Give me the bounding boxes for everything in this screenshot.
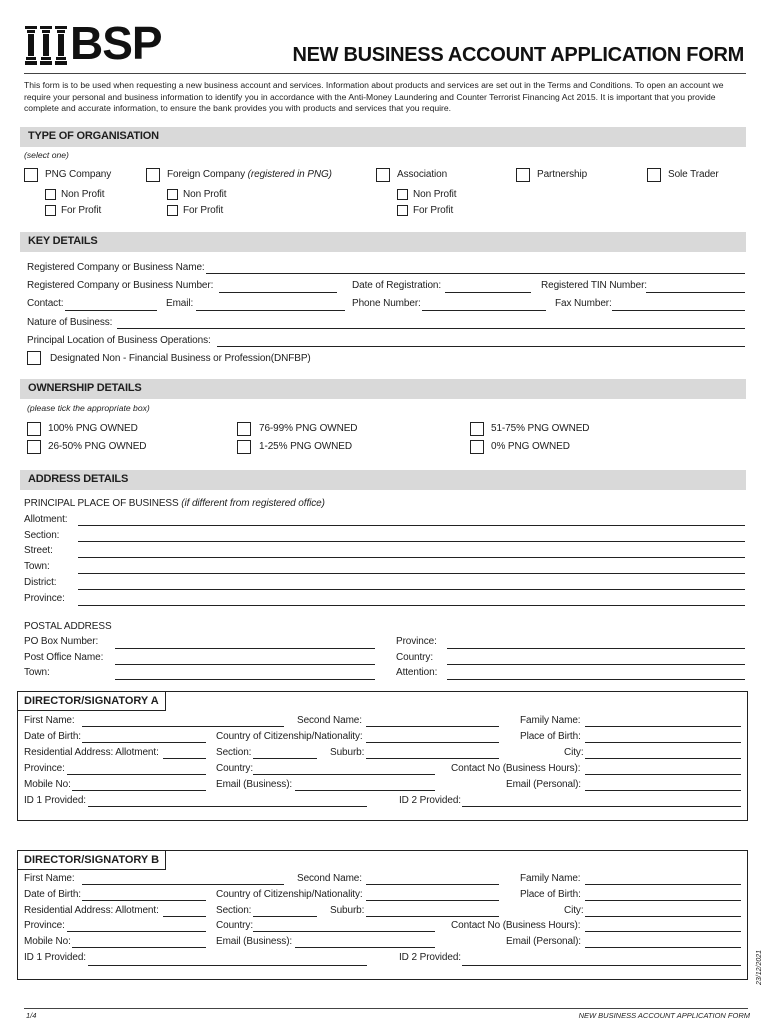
dir-a-email-per-field[interactable] <box>585 790 741 791</box>
foreign-company-checkbox[interactable] <box>146 168 160 182</box>
email-field[interactable] <box>196 310 345 311</box>
dir-a-res-label: Residential Address: Allotment: <box>24 747 159 758</box>
owned-76-99-label: 76-99% PNG OWNED <box>259 423 358 434</box>
postal-town-field[interactable] <box>115 679 375 680</box>
location-field[interactable] <box>217 346 745 347</box>
dir-a-first-label: First Name: <box>24 715 75 726</box>
district-label: District: <box>24 577 57 588</box>
allotment-label: Allotment: <box>24 514 68 525</box>
version-date: 23/12/2021 <box>756 949 763 985</box>
dir-a-mobile-label: Mobile No: <box>24 779 71 790</box>
dir-a-contact-label: Contact No (Business Hours): <box>451 763 581 774</box>
dir-b-section-label: Section: <box>216 905 252 916</box>
dir-a-id2-label: ID 2 Provided: <box>399 795 461 806</box>
dir-a-second-field[interactable] <box>366 726 499 727</box>
brand-name: BSP <box>70 17 162 69</box>
owned-1-25-label: 1-25% PNG OWNED <box>259 441 352 452</box>
section-title: OWNERSHIP DETAILS <box>28 382 142 394</box>
png-for-profit-checkbox[interactable] <box>45 205 56 216</box>
dir-b-res-label: Residential Address: Allotment: <box>24 905 159 916</box>
dir-a-citizenship-label: Country of Citizenship/Nationality: <box>216 731 363 742</box>
street-label: Street: <box>24 545 53 556</box>
owned-100-checkbox[interactable] <box>27 422 41 436</box>
dir-a-city-label: City: <box>564 747 584 758</box>
png-company-label: PNG Company <box>45 169 112 180</box>
dir-a-dob-field[interactable] <box>82 742 206 743</box>
dir-a-email-bus-label: Email (Business): <box>216 779 293 790</box>
footer-divider <box>24 1008 748 1009</box>
png-non-profit-checkbox[interactable] <box>45 189 56 200</box>
postal-town-label: Town: <box>24 667 50 678</box>
dir-b-first-label: First Name: <box>24 873 75 884</box>
dir-a-id1-field[interactable] <box>88 806 367 807</box>
dir-b-family-label: Family Name: <box>520 873 581 884</box>
phone-label: Phone Number: <box>352 298 421 309</box>
district-field[interactable] <box>78 589 745 590</box>
section-key-details-header <box>20 232 746 252</box>
png-non-profit-label: Non Profit <box>61 189 105 200</box>
phone-field[interactable] <box>422 310 546 311</box>
association-checkbox[interactable] <box>376 168 390 182</box>
dir-a-pob-field[interactable] <box>585 742 741 743</box>
association-non-profit-label: Non Profit <box>413 189 457 200</box>
owned-26-50-label: 26-50% PNG OWNED <box>48 441 147 452</box>
dir-b-country-field[interactable] <box>253 931 435 932</box>
dir-b-mobile-field[interactable] <box>72 947 206 948</box>
nature-label: Nature of Business: <box>27 317 113 328</box>
dir-b-province-label: Province: <box>24 920 65 931</box>
page-number: 1/4 <box>26 1011 37 1020</box>
dir-a-mobile-field[interactable] <box>72 790 206 791</box>
director-b-title: DIRECTOR/SIGNATORY B <box>17 850 166 870</box>
partnership-label: Partnership <box>537 169 588 180</box>
dir-b-dob-label: Date of Birth: <box>24 889 81 900</box>
png-for-profit-label: For Profit <box>61 205 102 216</box>
owned-76-99-checkbox[interactable] <box>237 422 251 436</box>
dir-b-family-field[interactable] <box>585 884 741 885</box>
dir-b-email-bus-label: Email (Business): <box>216 936 293 947</box>
dir-a-province-field[interactable] <box>67 774 206 775</box>
dnfbp-label: Designated Non - Financial Business or Profession(DNFBP) <box>50 353 311 364</box>
dir-a-family-field[interactable] <box>585 726 741 727</box>
sole-trader-checkbox[interactable] <box>647 168 661 182</box>
section-organisation-header <box>20 127 746 147</box>
dnfbp-checkbox[interactable] <box>27 351 41 365</box>
tick-note: (please tick the appropriate box) <box>27 403 150 413</box>
foreign-for-profit-checkbox[interactable] <box>167 205 178 216</box>
dir-a-second-label: Second Name: <box>297 715 362 726</box>
dir-b-city-field[interactable] <box>585 916 741 917</box>
date-reg-field[interactable] <box>445 292 531 293</box>
dir-a-dob-label: Date of Birth: <box>24 731 81 742</box>
association-non-profit-checkbox[interactable] <box>397 189 408 200</box>
dir-a-section-field[interactable] <box>253 758 317 759</box>
dir-b-dob-field[interactable] <box>82 900 206 901</box>
bsp-logo-icon <box>24 24 70 66</box>
owned-100-label: 100% PNG OWNED <box>48 423 138 434</box>
dir-b-pob-field[interactable] <box>585 900 741 901</box>
dir-b-id1-label: ID 1 Provided: <box>24 952 86 963</box>
location-label: Principal Location of Business Operations: <box>27 335 211 346</box>
postal-country-field[interactable] <box>447 664 745 665</box>
owned-51-75-label: 51-75% PNG OWNED <box>491 423 590 434</box>
principal-note: (if different from registered office) <box>181 498 325 509</box>
tin-label: Registered TIN Number: <box>541 280 647 291</box>
dir-b-email-bus-field[interactable] <box>295 947 435 948</box>
post-office-label: Post Office Name: <box>24 652 104 663</box>
association-for-profit-label: For Profit <box>413 205 454 216</box>
dir-a-id2-field[interactable] <box>462 806 741 807</box>
dir-b-contact-label: Contact No (Business Hours): <box>451 920 581 931</box>
dir-a-email-bus-field[interactable] <box>295 790 435 791</box>
section-title: ADDRESS DETAILS <box>28 473 129 485</box>
town-label: Town: <box>24 561 50 572</box>
contact-label: Contact: <box>27 298 64 309</box>
street-field[interactable] <box>78 557 745 558</box>
fax-label: Fax Number: <box>555 298 612 309</box>
dir-b-pob-label: Place of Birth: <box>520 889 581 900</box>
dir-b-country-label: Country: <box>216 920 253 931</box>
owned-1-25-checkbox[interactable] <box>237 440 251 454</box>
attention-field[interactable] <box>447 679 745 680</box>
foreign-non-profit-checkbox[interactable] <box>167 189 178 200</box>
foreign-company-note: (registered in PNG) <box>247 169 332 180</box>
dir-b-first-field[interactable] <box>82 884 284 885</box>
footer-form-name: NEW BUSINESS ACCOUNT APPLICATION FORM <box>578 1011 750 1020</box>
fax-field[interactable] <box>612 310 745 311</box>
dir-a-family-label: Family Name: <box>520 715 581 726</box>
section-field[interactable] <box>78 541 745 542</box>
section-label: Section: <box>24 530 60 541</box>
owned-0-checkbox[interactable] <box>470 440 484 454</box>
dir-a-country-label: Country: <box>216 763 253 774</box>
dir-b-id2-field[interactable] <box>462 965 741 966</box>
sole-trader-label: Sole Trader <box>668 169 719 180</box>
dir-b-city-label: City: <box>564 905 584 916</box>
allotment-field[interactable] <box>78 525 745 526</box>
pobox-field[interactable] <box>115 648 375 649</box>
section-address-header <box>20 470 746 490</box>
dir-b-citizenship-label: Country of Citizenship/Nationality: <box>216 889 363 900</box>
postal-province-label: Province: <box>396 636 437 647</box>
foreign-company-text: Foreign Company <box>167 169 245 180</box>
reg-number-field[interactable] <box>219 292 337 293</box>
nature-field[interactable] <box>117 328 745 329</box>
pobox-label: PO Box Number: <box>24 636 99 647</box>
principal-text: PRINCIPAL PLACE OF BUSINESS <box>24 498 179 509</box>
postal-heading: POSTAL ADDRESS <box>24 621 112 632</box>
png-company-checkbox[interactable] <box>24 168 38 182</box>
dir-b-id1-field[interactable] <box>88 965 367 966</box>
dir-b-second-label: Second Name: <box>297 873 362 884</box>
dir-b-section-field[interactable] <box>253 916 317 917</box>
dir-a-suburb-label: Suburb: <box>330 747 365 758</box>
foreign-company-label <box>167 169 332 180</box>
province-field[interactable] <box>78 605 745 606</box>
section-title: KEY DETAILS <box>28 235 98 247</box>
owned-51-75-checkbox[interactable] <box>470 422 484 436</box>
dir-a-pob-label: Place of Birth: <box>520 731 581 742</box>
dir-b-suburb-field[interactable] <box>366 916 499 917</box>
dir-a-section-label: Section: <box>216 747 252 758</box>
dir-b-email-per-label: Email (Personal): <box>506 936 581 947</box>
dir-b-citizenship-field[interactable] <box>366 900 499 901</box>
foreign-for-profit-label: For Profit <box>183 205 224 216</box>
select-one-note: (select one) <box>24 150 69 160</box>
foreign-non-profit-label: Non Profit <box>183 189 227 200</box>
email-label: Email: <box>166 298 194 309</box>
dir-b-allotment-field[interactable] <box>163 916 206 917</box>
section-ownership-header <box>20 379 746 399</box>
post-office-field[interactable] <box>115 664 375 665</box>
reg-name-field[interactable] <box>206 273 745 274</box>
partnership-checkbox[interactable] <box>516 168 530 182</box>
dir-a-id1-label: ID 1 Provided: <box>24 795 86 806</box>
dir-a-country-field[interactable] <box>253 774 435 775</box>
dir-a-suburb-field[interactable] <box>366 758 499 759</box>
attention-label: Attention: <box>396 667 438 678</box>
title-divider <box>24 73 746 74</box>
dir-a-citizenship-field[interactable] <box>366 742 499 743</box>
association-label: Association <box>397 169 448 180</box>
owned-26-50-checkbox[interactable] <box>27 440 41 454</box>
tin-field[interactable] <box>646 292 745 293</box>
dir-b-contact-field[interactable] <box>585 931 741 932</box>
dir-b-id2-label: ID 2 Provided: <box>399 952 461 963</box>
dir-b-second-field[interactable] <box>366 884 499 885</box>
dir-b-province-field[interactable] <box>67 931 206 932</box>
date-reg-label: Date of Registration: <box>352 280 442 291</box>
dir-b-email-per-field[interactable] <box>585 947 741 948</box>
dir-a-email-per-label: Email (Personal): <box>506 779 581 790</box>
intro-text: This form is to be used when requesting a new business account and services. Information about products and services are set out in the Terms and Conditions. To open an account we require your personal and business information to identify you in accordance with the Anti-Money Laundering and Counter Terrorist Financing Act 2015. It is important that you provide complete and accurate information, to ensure the bank provides you with products and services that you require. <box>24 80 724 113</box>
principal-heading <box>24 498 325 509</box>
dir-a-allotment-field[interactable] <box>163 758 206 759</box>
page-title: NEW BUSINESS ACCOUNT APPLICATION FORM <box>292 44 744 66</box>
reg-name-label: Registered Company or Business Name: <box>27 262 205 273</box>
town-field[interactable] <box>78 573 745 574</box>
dir-a-province-label: Province: <box>24 763 65 774</box>
dir-a-first-field[interactable] <box>82 726 284 727</box>
contact-field[interactable] <box>65 310 157 311</box>
owned-0-label: 0% PNG OWNED <box>491 441 570 452</box>
postal-province-field[interactable] <box>447 648 745 649</box>
section-title: TYPE OF ORGANISATION <box>28 130 159 142</box>
reg-number-label: Registered Company or Business Number: <box>27 280 214 291</box>
director-a-title: DIRECTOR/SIGNATORY A <box>17 691 166 711</box>
dir-b-mobile-label: Mobile No: <box>24 936 71 947</box>
postal-country-label: Country: <box>396 652 433 663</box>
dir-b-suburb-label: Suburb: <box>330 905 365 916</box>
dir-a-city-field[interactable] <box>585 758 741 759</box>
province-label: Province: <box>24 593 65 604</box>
association-for-profit-checkbox[interactable] <box>397 205 408 216</box>
dir-a-contact-field[interactable] <box>585 774 741 775</box>
